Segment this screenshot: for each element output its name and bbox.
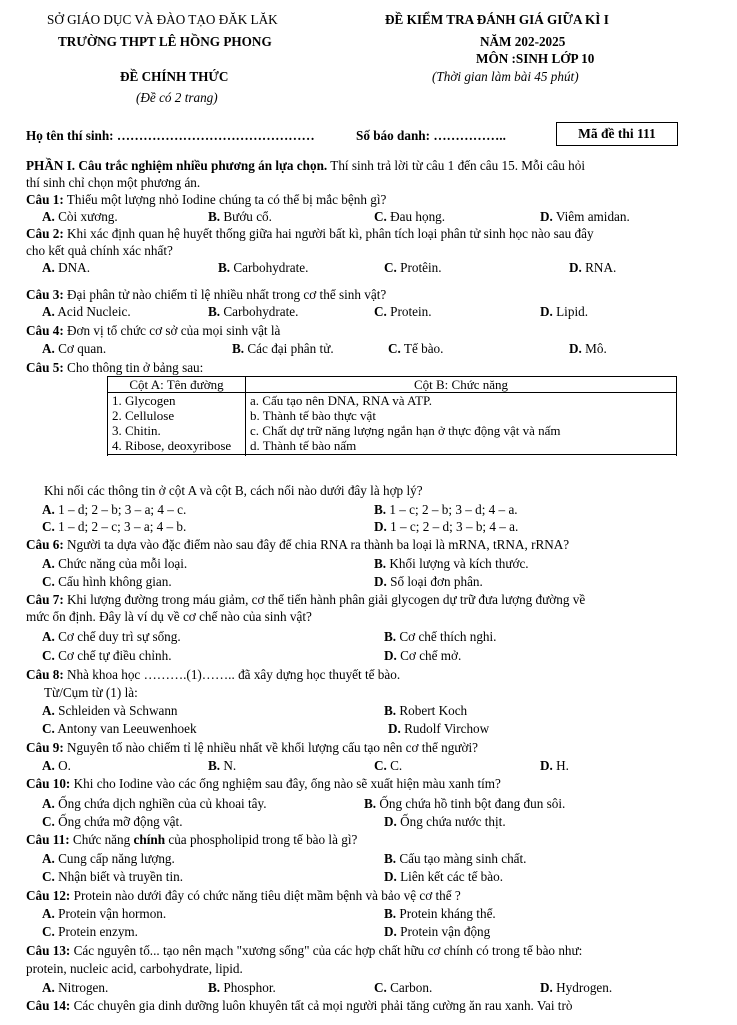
question-13-cont: protein, nucleic acid, carbohydrate, lipid. (26, 961, 243, 976)
option-10a: A. Ống chứa dịch nghiền của củ khoai tây. (42, 796, 267, 811)
exam-time: (Thời gian làm bài 45 phút) (432, 69, 579, 84)
option-2a: A. DNA. (42, 260, 90, 275)
question-4: Câu 4: Đơn vị tổ chức cơ sở của mọi sinh vật là (26, 323, 281, 338)
question-5-prompt: Khi nối các thông tin ở cột A và cột B, cách nối nào dưới đây là hợp lý? (44, 483, 423, 498)
option-7c: C. Cơ chế tự điều chỉnh. (42, 648, 172, 663)
table-header-b: Cột B: Chức năng (246, 377, 677, 393)
question-7: Câu 7: Khi lượng đường trong máu giảm, cơ thể tiến hành phân giải glycogen dự trữ đưa lượng đường về (26, 592, 586, 607)
option-3a: A. Acid Nucleic. (42, 304, 131, 319)
table-header-row (108, 377, 677, 393)
question-1: Câu 1: Thiếu một lượng nhỏ Iodine chúng ta có thể bị mắc bệnh gì? (26, 192, 387, 207)
option-10d: D. Ống chứa nước thịt. (384, 814, 506, 829)
option-8b: B. Robert Koch (384, 703, 468, 718)
option-13b: B. Phosphor. (208, 980, 276, 995)
question-9: Câu 9: Nguyên tố nào chiếm tỉ lệ nhiều nhất về khối lượng cấu tạo nên cơ thể người? (26, 740, 478, 755)
option-12c: C. Protein enzym. (42, 924, 138, 939)
option-4b: B. Các đại phân tử. (232, 341, 334, 356)
table-bottom-border (107, 454, 677, 455)
question-6: Câu 6: Người ta dựa vào đặc điểm nào sau đây để chia RNA ra thành ba loại là mRNA, tRNA, rRNA? (26, 537, 570, 552)
option-4c: C. Tế bào. (388, 341, 444, 356)
option-10b: B. Ống chứa hồ tinh bột đang đun sôi. (364, 796, 566, 811)
option-2d: D. RNA. (569, 260, 617, 275)
school-name: TRƯỜNG THPT LÊ HỒNG PHONG (58, 34, 272, 49)
option-10c: C. Ống chứa mỡ động vật. (42, 814, 183, 829)
option-9b: B. N. (208, 758, 237, 773)
option-9c: C. C. (374, 758, 403, 773)
option-5b: B. 1 – c; 2 – b; 3 – d; 4 – a. (374, 502, 518, 517)
exam-subject: MÔN :SINH LỚP 10 (476, 51, 595, 66)
option-1a: A. Còi xương. (42, 209, 118, 224)
exam-title: ĐỀ KIỂM TRA ĐÁNH GIÁ GIỮA KÌ I (385, 12, 609, 27)
question-12: Câu 12: Protein nào dưới đây có chức năng tiêu diệt mầm bệnh và bảo vệ cơ thể ? (26, 888, 461, 903)
option-8d: D. Rudolf Virchow (388, 721, 490, 736)
option-11b: B. Cấu tạo màng sinh chất. (384, 851, 527, 866)
option-7d: D. Cơ chế mở. (384, 648, 462, 663)
option-11d: D. Liên kết các tế bào. (384, 869, 504, 884)
part1-instruction: thí sinh chỉ chọn một phương án. (26, 175, 201, 190)
option-7b: B. Cơ chế thích nghi. (384, 629, 497, 644)
part1-heading: PHẦN I. Câu trắc nghiệm nhiều phương án lựa chọn. Thí sinh trả lời từ câu 1 đến câu 15. Mỗi câu hỏi (26, 158, 586, 173)
option-4d: D. Mô. (569, 341, 607, 356)
question-2-cont: cho kết quả chính xác nhất? (26, 243, 173, 258)
option-3b: B. Carbohydrate. (208, 304, 299, 319)
option-4a: A. Cơ quan. (42, 341, 107, 356)
table-row (108, 393, 677, 457)
student-name-field: Họ tên thí sinh: ……………………………………… (26, 128, 315, 143)
question-2: Câu 2: Khi xác định quan hệ huyết thống giữa hai người bất kì, phân tích loại phân tử sinh học nào sau đây (26, 226, 594, 241)
option-9d: D. H. (540, 758, 569, 773)
option-13d: D. Hydrogen. (540, 980, 613, 995)
exam-year: NĂM 202-2025 (480, 34, 566, 49)
option-6b: B. Khối lượng và kích thước. (374, 556, 529, 571)
department-name: SỞ GIÁO DỤC VÀ ĐÀO TẠO ĐĂK LĂK (47, 12, 278, 27)
option-9a: A. O. (42, 758, 71, 773)
question-7-cont: mức ổn định. Đây là ví dụ về cơ chế nào của sinh vật? (26, 609, 312, 624)
option-3c: C. Protein. (374, 304, 432, 319)
option-8c: C. Antony van Leeuwenhoek (42, 721, 197, 736)
question-5: Câu 5: Cho thông tin ở bảng sau: (26, 360, 204, 375)
table-cell: a. Cấu tạo nên DNA, RNA và ATP. b. Thành tế bào thực vật c. Chất dự trữ năng lượng ngắn hạn ở thực động vật và nấm d. Thành tế bào nấm (246, 393, 677, 457)
option-12a: A. Protein vận hormon. (42, 906, 167, 921)
option-12d: D. Protein vận động (384, 924, 491, 939)
table-cell: 1. Glycogen 2. Cellulose 3. Chitin. 4. Ribose, deoxyribose (108, 393, 246, 457)
option-6a: A. Chức năng của mỗi loại. (42, 556, 188, 571)
option-12b: B. Protein kháng thể. (384, 906, 496, 921)
official-label: ĐỀ CHÍNH THỨC (120, 69, 229, 84)
option-1c: C. Đau họng. (374, 209, 446, 224)
option-2c: C. Protêin. (384, 260, 442, 275)
option-5c: C. 1 – d; 2 – c; 3 – a; 4 – b. (42, 519, 187, 534)
option-1b: B. Bướu cổ. (208, 209, 272, 224)
option-5a: A. 1 – d; 2 – b; 3 – a; 4 – c. (42, 502, 187, 517)
option-3d: D. Lipid. (540, 304, 588, 319)
question-8: Câu 8: Nhà khoa học ……….(1)…….. đã xây dựng học thuyết tế bào. (26, 667, 401, 682)
question-14: Câu 14: Các chuyên gia dinh dưỡng luôn khuyên tất cả mọi người phải tăng cường ăn rau xanh. Vai trò (26, 998, 573, 1013)
student-id-field: Số báo danh: …………….. (356, 128, 506, 143)
option-6d: D. Số loại đơn phân. (374, 574, 483, 589)
question-11: Câu 11: Chức năng chính của phospholipid trong tế bào là gì? (26, 832, 358, 847)
page-count: (Đề có 2 trang) (136, 90, 218, 105)
option-13c: C. Carbon. (374, 980, 433, 995)
question-3: Câu 3: Đại phân tử nào chiếm tỉ lệ nhiều nhất trong cơ thể sinh vật? (26, 287, 387, 302)
option-11c: C. Nhận biết và truyền tin. (42, 869, 184, 884)
option-11a: A. Cung cấp năng lượng. (42, 851, 175, 866)
option-6c: C. Cấu hình không gian. (42, 574, 172, 589)
option-7a: A. Cơ chế duy trì sự sống. (42, 629, 181, 644)
question-8-cont: Từ/Cụm từ (1) là: (44, 685, 138, 700)
option-2b: B. Carbohydrate. (218, 260, 309, 275)
question-13: Câu 13: Các nguyên tố... tạo nên mạch "xương sống" của các hợp chất hữu cơ chính có trong tế bào như: (26, 943, 583, 958)
table-header-a: Cột A: Tên đường (108, 377, 246, 393)
matching-table (107, 376, 677, 456)
exam-code-box: Mã đề thi 111 (556, 122, 678, 146)
option-13a: A. Nitrogen. (42, 980, 109, 995)
option-1d: D. Viêm amidan. (540, 209, 630, 224)
option-8a: A. Schleiden và Schwann (42, 703, 178, 718)
question-10: Câu 10: Khi cho Iodine vào các ống nghiệm sau đây, ống nào sẽ xuất hiện màu xanh tím? (26, 776, 501, 791)
option-5d: D. 1 – c; 2 – d; 3 – b; 4 – a. (374, 519, 519, 534)
